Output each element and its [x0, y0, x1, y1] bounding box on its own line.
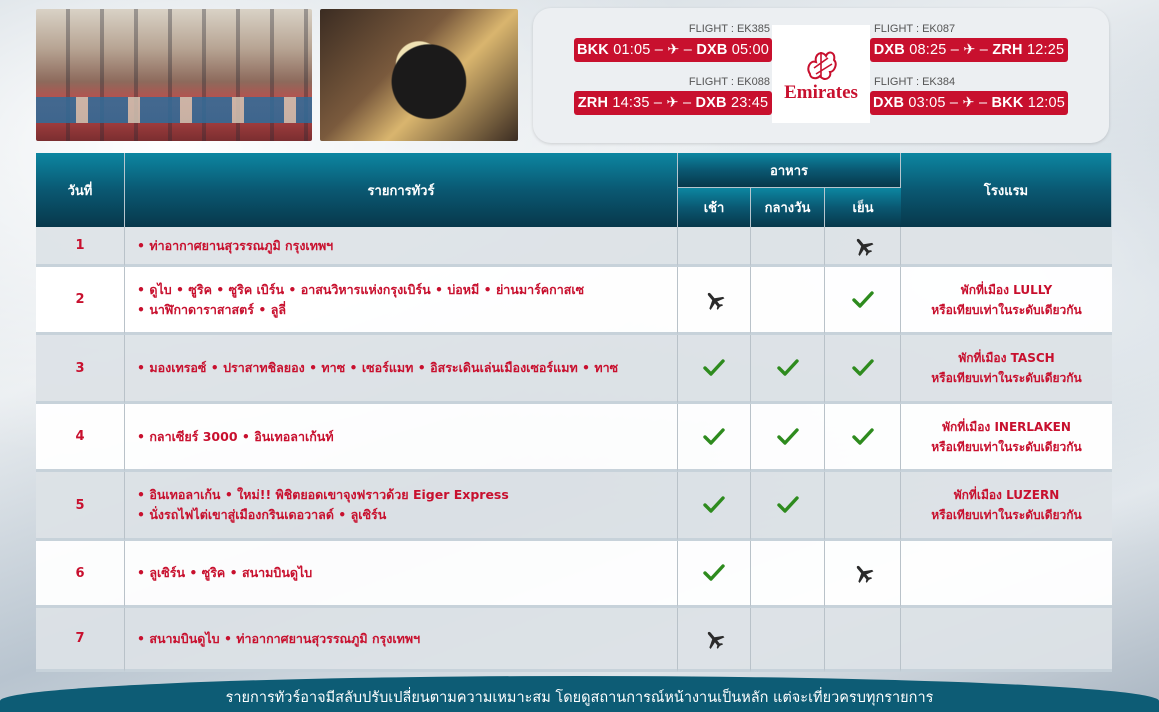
meal-dinner	[825, 404, 901, 472]
plane-icon: ✈	[667, 42, 680, 58]
flight-number: FLIGHT : EK384	[874, 76, 956, 88]
flight-route: ZRH 14:35 – ✈ – DXB 23:45	[574, 91, 772, 115]
flight-route: DXB 03:05 – ✈ – BKK 12:05	[870, 91, 1068, 115]
check-icon	[703, 564, 725, 582]
flight-number: FLIGHT : EK087	[874, 23, 956, 35]
meal-breakfast	[678, 472, 751, 541]
program-cell	[125, 541, 678, 608]
emirates-emblem-icon	[804, 44, 838, 84]
program-cell	[125, 472, 678, 541]
plane-icon	[851, 561, 875, 585]
day-number: 6	[36, 541, 125, 608]
flight-ek088	[574, 76, 772, 115]
fondue-photo	[320, 9, 518, 141]
hotel-line: หรือเทียบเท่าในระดับเดียวกัน	[931, 302, 1082, 317]
flight-ek087	[870, 23, 1068, 62]
meal-breakfast	[678, 404, 751, 472]
plane-icon: ✈	[963, 42, 976, 58]
header-program: รายการทัวร์	[125, 153, 678, 227]
meal-breakfast	[678, 335, 751, 404]
program-line: • นาฬิกาดาราสาสตร์ • ลูลี่	[137, 301, 287, 317]
check-icon	[777, 359, 799, 377]
meal-dinner	[825, 227, 901, 267]
meal-dinner	[825, 541, 901, 608]
hotel-cell	[901, 404, 1112, 472]
program-line: • กลาเซียร์ 3000 • อินเทอลาเก้นท์	[137, 428, 334, 444]
day-number: 1	[36, 227, 125, 267]
cabin-photo	[36, 9, 312, 141]
day-number: 4	[36, 404, 125, 472]
table-body	[36, 227, 1112, 672]
check-icon	[703, 359, 725, 377]
hotel-line: หรือเทียบเท่าในระดับเดียวกัน	[931, 371, 1082, 385]
hotel-line: หรือเทียบเท่าในระดับเดียวกัน	[931, 508, 1082, 522]
flight-ek385	[574, 23, 772, 62]
day-number: 2	[36, 267, 125, 335]
hotel-line: พักที่เมือง LULLY	[960, 282, 1053, 297]
hotel-cell	[901, 541, 1112, 608]
meal-breakfast	[678, 267, 751, 335]
flight-number: FLIGHT : EK385	[688, 23, 770, 35]
header-hotel: โรงแรม	[901, 153, 1112, 227]
flight-panel	[533, 8, 1109, 143]
meal-lunch	[751, 335, 825, 404]
program-line: • ท่าอากาศยานสุวรรณภูมิ กรุงเทพฯ	[137, 237, 334, 253]
program-line: • ลูเซิร์น • ซูริค • สนามบินดูไบ	[137, 565, 313, 580]
hotel-line: พักที่เมือง LUZERN	[953, 488, 1060, 502]
plane-icon	[851, 234, 875, 258]
program-line: • นั่งรถไฟไต่เขาสู่เมืองกรินเดอวาลด์ • ลูเซิร์น	[137, 507, 387, 522]
meal-lunch	[751, 541, 825, 608]
hotel-line: พักที่เมือง INERLAKEN	[942, 419, 1071, 434]
header-dinner: เย็น	[825, 188, 901, 227]
check-icon	[852, 291, 874, 309]
header-day: วันที่	[36, 153, 125, 227]
check-icon	[852, 359, 874, 377]
program-line: • สนามบินดูไบ • ท่าอากาศยานสุวรรณภูมิ กรุงเทพฯ	[137, 630, 421, 646]
flight-number: FLIGHT : EK088	[688, 76, 770, 88]
flight-route: DXB 08:25 – ✈ – ZRH 12:25	[870, 38, 1068, 62]
program-line: • ดูไบ • ซูริค • ซูริค เบิร์น • อาสนวิหารแห่งกรุงเบิร์น • บ่อหมี • ย่านมาร์คกาสเซ	[137, 281, 585, 297]
hotel-line: พักที่เมือง TASCH	[958, 351, 1055, 365]
meal-dinner	[825, 472, 901, 541]
plane-icon: ✈	[666, 95, 679, 111]
program-cell	[125, 267, 678, 335]
itinerary-table	[36, 153, 1112, 672]
meal-breakfast	[678, 227, 751, 267]
meal-dinner	[825, 608, 901, 672]
plane-icon: ✈	[962, 95, 975, 111]
footer-note: รายการทัวร์อาจมีสลับปรับเปลี่ยนตามความเหมาะสม โดยดูสถานการณ์หน้างานเป็นหลัก แต่จะเที่ยวครบทุกรายการ	[0, 676, 1159, 712]
day-number: 5	[36, 472, 125, 541]
day-number: 3	[36, 335, 125, 404]
meal-breakfast	[678, 608, 751, 672]
program-line: • อินเทอลาเก้น • ใหม่!! พิชิตยอดเขาจุงฟราวด้วย Eiger Express	[137, 487, 509, 502]
program-cell	[125, 404, 678, 472]
meal-lunch	[751, 227, 825, 267]
plane-icon	[702, 288, 726, 312]
meal-lunch	[751, 608, 825, 672]
hotel-cell	[901, 335, 1112, 404]
check-icon	[852, 428, 874, 446]
header-meals: อาหาร	[678, 153, 901, 188]
program-cell	[125, 608, 678, 672]
hotel-cell	[901, 267, 1112, 335]
plane-icon	[702, 627, 726, 651]
flight-route: BKK 01:05 – ✈ – DXB 05:00	[574, 38, 772, 62]
meal-lunch	[751, 404, 825, 472]
hotel-cell	[901, 608, 1112, 672]
meal-dinner	[825, 267, 901, 335]
check-icon	[703, 428, 725, 446]
hotel-cell	[901, 472, 1112, 541]
check-icon	[703, 496, 725, 514]
hotel-cell	[901, 227, 1112, 267]
program-cell	[125, 335, 678, 404]
table-header	[36, 153, 1112, 227]
day-number: 7	[36, 608, 125, 672]
program-cell	[125, 227, 678, 267]
meal-breakfast	[678, 541, 751, 608]
meal-dinner	[825, 335, 901, 404]
header-lunch: กลางวัน	[751, 188, 825, 227]
meal-lunch	[751, 267, 825, 335]
header-breakfast: เช้า	[678, 188, 751, 227]
check-icon	[777, 496, 799, 514]
check-icon	[777, 428, 799, 446]
hotel-line: หรือเทียบเท่าในระดับเดียวกัน	[931, 439, 1082, 454]
flight-ek384	[870, 76, 1068, 115]
emirates-logo: Emirates	[772, 25, 870, 123]
program-line: • มองเทรอซ์ • ปราสาทชิลยอง • ทาซ • เซอร์แมท • อิสระเดินเล่นเมืองเซอร์แมท • ทาซ	[137, 360, 619, 375]
meal-lunch	[751, 472, 825, 541]
